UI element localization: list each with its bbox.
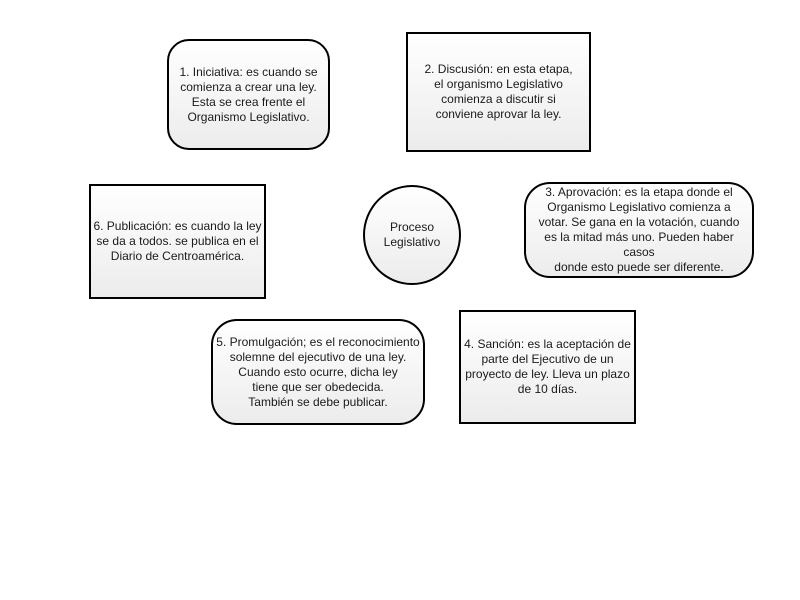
step-2-discusion-text: 2. Discusión: en esta etapa, el organismo Legislativo comienza a discutir si conviene aprovar la ley. [424, 62, 573, 121]
step-6-publicacion-text: 6. Publicación: es cuando la ley se da a todos. se publica en el Diario de Centroamérica. [93, 219, 262, 263]
center-proceso-legislativo-text: Proceso Legislativo [383, 220, 441, 249]
step-3-aprovacion-node[interactable] [524, 182, 754, 278]
center-proceso-legislativo-node[interactable] [363, 185, 461, 285]
step-5-promulgacion-node[interactable] [211, 319, 425, 425]
step-4-sancion-node[interactable] [459, 310, 636, 424]
step-1-iniciativa-node[interactable] [167, 39, 330, 150]
step-2-discusion-node[interactable] [406, 32, 591, 152]
step-1-iniciativa-text: 1. Iniciativa: es cuando se comienza a crear una ley. Esta se crea frente el Organismo Legislativo. [179, 64, 318, 124]
step-3-aprovacion-text: 3. Aprovación: es la etapa donde el Organismo Legislativo comienza a votar. Se gana en la votación, cuando es la mitad más uno. Pueden haber casos donde esto puede ser diferente. [538, 185, 740, 274]
step-5-promulgacion-text: 5. Promulgación; es el reconocimiento solemne del ejecutivo de una ley. Cuando esto ocurre, dicha ley tiene que ser obedecida. También se debe publicar. [216, 334, 420, 409]
step-6-publicacion-node[interactable] [89, 184, 266, 299]
step-4-sancion-text: 4. Sanción: es la aceptación de parte del Ejecutivo de un proyecto de ley. Lleva un plazo de 10 días. [464, 337, 631, 396]
